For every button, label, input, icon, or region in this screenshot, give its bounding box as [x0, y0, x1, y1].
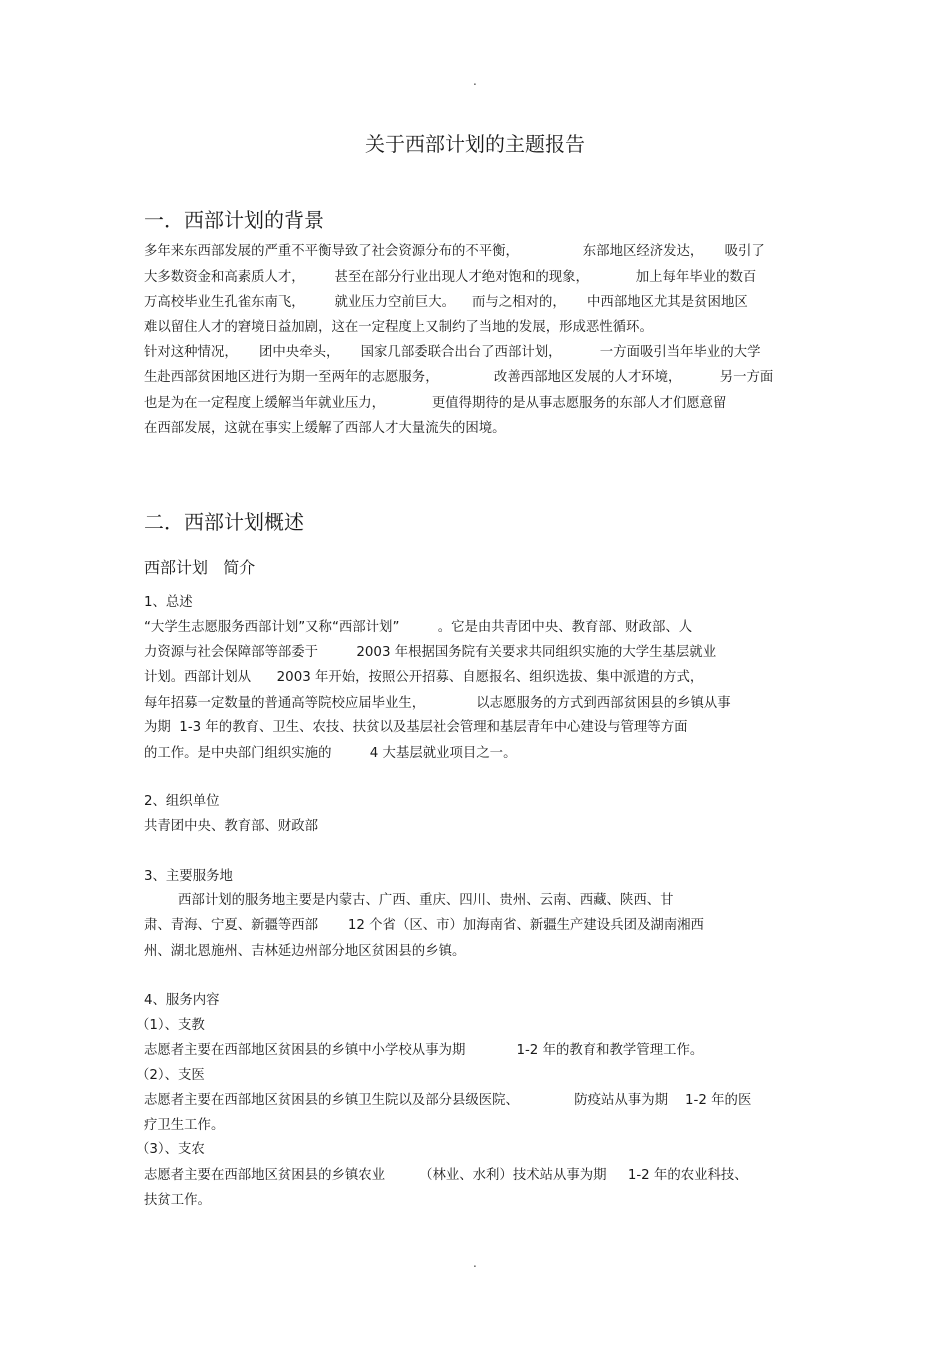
organizers-label: 2、组织单位	[144, 794, 220, 809]
section-1-line: 难以留住人才的窘境日益加剧，这在一定程度上又制约了当地的发展，形成恶性循环。	[144, 320, 653, 335]
service-areas-label: 3、主要服务地	[144, 869, 233, 884]
section-2-heading: 二．西部计划概述	[144, 510, 304, 534]
section-1-line: 大多数资金和高素质人才， 甚至在部分行业出现人才绝对饱和的现象， 加上每年毕业的数百	[144, 270, 757, 285]
section-1-line: 在西部发展，这就在事实上缓解了西部人才大量流失的困境。	[144, 421, 506, 436]
service-areas-line: 州、湖北恩施州、吉林延边州部分地区贫困县的乡镇。	[144, 944, 466, 959]
section-2-subheading: 西部计划 简介	[144, 558, 256, 577]
section-1-line: 生赴西部贫困地区进行为期一至两年的志愿服务， 改善西部地区发展的人才环境， 另一方面	[144, 370, 774, 385]
service-item-line: 志愿者主要在西部地区贫困县的乡镇中小学校从事为期 1-2 年的教育和教学管理工作。	[144, 1043, 704, 1058]
service-item-line: 疗卫生工作。	[144, 1118, 225, 1133]
document-title: 关于西部计划的主题报告	[365, 132, 585, 156]
overview-line: 力资源与社会保障部等部委于 2003 年根据国务院有关要求共同组织实施的大学生基层就业	[144, 645, 717, 660]
service-areas-line: 肃、青海、宁夏、新疆等西部 12 个省（区、市）加海南省、新疆生产建设兵团及湖南湘西	[144, 918, 704, 933]
top-dot: .	[473, 74, 477, 88]
service-item-label: （3）、支农	[136, 1142, 205, 1157]
overview-line: 为期 1-3 年的教育、卫生、农技、扶贫以及基层社会管理和基层青年中心建设与管理等方面	[144, 720, 688, 735]
overview-line: 每年招募一定数量的普通高等院校应届毕业生， 以志愿服务的方式到西部贫困县的乡镇从事	[144, 696, 731, 711]
service-item-line: 志愿者主要在西部地区贫困县的乡镇卫生院以及部分县级医院、 防疫站从事为期 1-2 年的医	[144, 1093, 752, 1108]
organizers-text: 共青团中央、教育部、财政部	[144, 819, 319, 834]
overview-line: “大学生志愿服务西部计划”又称“西部计划” 。它是由共青团中央、教育部、财政部、人	[144, 620, 693, 635]
service-areas-line: 西部计划的服务地主要是内蒙古、广西、重庆、四川、贵州、云南、西藏、陕西、甘	[144, 893, 674, 908]
service-item-label: （2）、支医	[136, 1068, 205, 1083]
section-1-line: 针对这种情况， 团中央牵头， 国家几部委联合出台了西部计划， 一方面吸引当年毕业的大学	[144, 345, 761, 360]
section-1-line: 也是为在一定程度上缓解当年就业压力， 更值得期待的是从事志愿服务的东部人才们愿意留	[144, 396, 727, 411]
service-item-label: （1）、支教	[136, 1018, 205, 1033]
overview-line: 计划。西部计划从 2003 年开始，按照公开招募、自愿报名、组织选拔、集中派遣的方式，	[144, 670, 704, 685]
service-item-line: 志愿者主要在西部地区贫困县的乡镇农业 （林业、水利）技术站从事为期 1-2 年的农业科技、	[144, 1168, 748, 1183]
section-1-line: 多年来东西部发展的严重不平衡导致了社会资源分布的不平衡， 东部地区经济发达， 吸引了	[144, 244, 765, 259]
overview-line: 的工作。是中央部门组织实施的 4 大基层就业项目之一。	[144, 746, 517, 761]
overview-label: 1、总述	[144, 595, 193, 610]
section-1-line: 万高校毕业生孔雀东南飞， 就业压力空前巨大。 而与之相对的， 中西部地区尤其是贫困地区	[144, 295, 748, 310]
service-content-label: 4、服务内容	[144, 993, 220, 1008]
section-1-heading: 一．西部计划的背景	[144, 208, 324, 232]
service-item-line: 扶贫工作。	[144, 1193, 211, 1208]
bottom-dot: .	[473, 1256, 477, 1270]
